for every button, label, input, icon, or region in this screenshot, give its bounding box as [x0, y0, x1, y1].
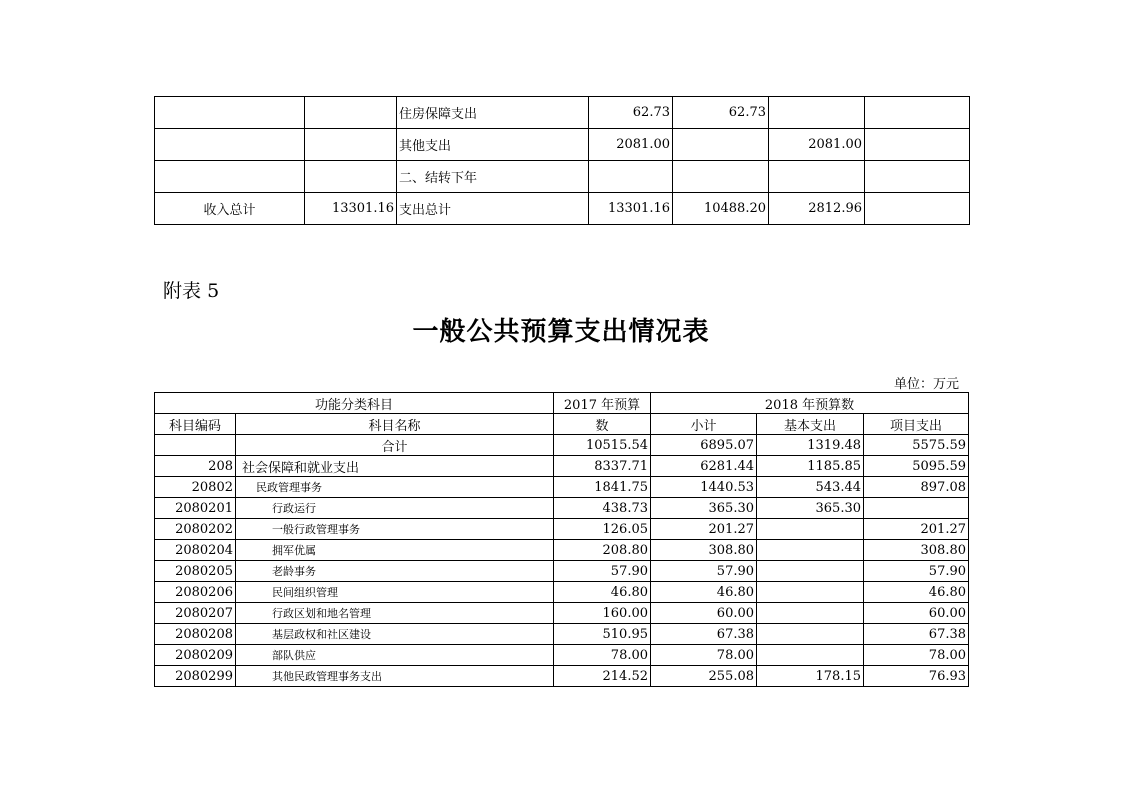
top-extra — [865, 193, 970, 225]
subtotal-cell: 255.08 — [651, 666, 757, 687]
project-cell — [864, 498, 969, 519]
name-cell: 一般行政管理事务 — [236, 519, 554, 540]
budget-2017-header-cont: 数 — [554, 414, 651, 435]
name-cell: 拥军优属 — [236, 540, 554, 561]
top-total: 2081.00 — [589, 129, 673, 161]
basic-cell: 365.30 — [757, 498, 864, 519]
basic-cell — [757, 645, 864, 666]
table-row — [155, 519, 969, 540]
table-row — [155, 540, 969, 561]
code-header: 科目编码 — [155, 414, 236, 435]
name-cell: 其他民政管理事务支出 — [236, 666, 554, 687]
project-cell: 76.93 — [864, 666, 969, 687]
b2017-cell: 208.80 — [554, 540, 651, 561]
code-cell: 2080201 — [155, 498, 236, 519]
b2017-cell: 8337.71 — [554, 456, 651, 477]
project-cell: 60.00 — [864, 603, 969, 624]
code-cell: 2080208 — [155, 624, 236, 645]
basic-cell: 178.15 — [757, 666, 864, 687]
top-income-label — [155, 129, 305, 161]
top-project — [769, 161, 865, 193]
b2017-cell: 160.00 — [554, 603, 651, 624]
basic-cell — [757, 582, 864, 603]
name-header: 科目名称 — [236, 414, 554, 435]
top-project: 2081.00 — [769, 129, 865, 161]
top-total: 62.73 — [589, 97, 673, 129]
project-cell: 897.08 — [864, 477, 969, 498]
top-table-row — [155, 193, 970, 225]
subtotal-cell: 46.80 — [651, 582, 757, 603]
top-project: 2812.96 — [769, 193, 865, 225]
project-cell: 46.80 — [864, 582, 969, 603]
top-table-row — [155, 129, 970, 161]
project-cell: 308.80 — [864, 540, 969, 561]
top-project — [769, 97, 865, 129]
table-row — [155, 666, 969, 687]
budget-2017-header: 2017 年预算 — [554, 393, 651, 414]
top-income-label — [155, 161, 305, 193]
code-cell: 2080206 — [155, 582, 236, 603]
top-item-name: 支出总计 — [397, 193, 589, 225]
top-income-value — [305, 161, 397, 193]
top-extra — [865, 129, 970, 161]
basic-cell — [757, 603, 864, 624]
project-cell: 57.90 — [864, 561, 969, 582]
total-label: 合计 — [236, 435, 554, 456]
b2017-cell: 46.80 — [554, 582, 651, 603]
header-row-1 — [155, 393, 969, 414]
subtotal-cell: 57.90 — [651, 561, 757, 582]
basic-cell: 543.44 — [757, 477, 864, 498]
budget-expenditure-table — [154, 392, 969, 687]
b2017-cell: 57.90 — [554, 561, 651, 582]
table-row — [155, 561, 969, 582]
table-row — [155, 624, 969, 645]
subtotal-cell: 6281.44 — [651, 456, 757, 477]
b2017-cell: 214.52 — [554, 666, 651, 687]
top-summary-table — [154, 96, 970, 225]
basic-cell — [757, 624, 864, 645]
basic-cell — [757, 561, 864, 582]
subtotal-cell: 60.00 — [651, 603, 757, 624]
basic-cell — [757, 519, 864, 540]
budget-2018-header: 2018 年预算数 — [651, 393, 969, 414]
code-cell: 2080202 — [155, 519, 236, 540]
name-cell: 行政区划和地名管理 — [236, 603, 554, 624]
table-row — [155, 498, 969, 519]
top-item-name: 住房保障支出 — [397, 97, 589, 129]
top-table-row — [155, 97, 970, 129]
name-cell: 社会保障和就业支出 — [236, 456, 554, 477]
top-table-row — [155, 161, 970, 193]
top-item-name: 二、结转下年 — [397, 161, 589, 193]
top-item-name: 其他支出 — [397, 129, 589, 161]
top-extra — [865, 161, 970, 193]
top-income-value: 13301.16 — [305, 193, 397, 225]
table-row — [155, 456, 969, 477]
subtotal-cell: 1440.53 — [651, 477, 757, 498]
basic-cell — [757, 540, 864, 561]
subtotal-header: 小计 — [651, 414, 757, 435]
header-row-2 — [155, 414, 969, 435]
b2017-cell: 126.05 — [554, 519, 651, 540]
unit-label: 单位：万元 — [893, 377, 959, 392]
name-cell: 部队供应 — [236, 645, 554, 666]
name-cell: 民间组织管理 — [236, 582, 554, 603]
subtotal-cell: 201.27 — [651, 519, 757, 540]
basic-header: 基本支出 — [757, 414, 864, 435]
code-cell: 2080209 — [155, 645, 236, 666]
project-header: 项目支出 — [864, 414, 969, 435]
total-subtotal: 6895.07 — [651, 435, 757, 456]
b2017-cell: 510.95 — [554, 624, 651, 645]
name-cell: 基层政权和社区建设 — [236, 624, 554, 645]
subtotal-cell: 67.38 — [651, 624, 757, 645]
top-income-label — [155, 97, 305, 129]
top-basic: 10488.20 — [673, 193, 769, 225]
code-cell: 2080205 — [155, 561, 236, 582]
page-title: 一般公共预算支出情况表 — [412, 317, 710, 347]
code-cell: 20802 — [155, 477, 236, 498]
subtotal-cell: 365.30 — [651, 498, 757, 519]
code-cell: 2080207 — [155, 603, 236, 624]
code-cell: 208 — [155, 456, 236, 477]
top-basic — [673, 161, 769, 193]
total-basic: 1319.48 — [757, 435, 864, 456]
b2017-cell: 1841.75 — [554, 477, 651, 498]
top-total: 13301.16 — [589, 193, 673, 225]
b2017-cell: 438.73 — [554, 498, 651, 519]
top-total — [589, 161, 673, 193]
functional-category-header: 功能分类科目 — [155, 393, 554, 414]
subtotal-cell: 308.80 — [651, 540, 757, 561]
top-basic — [673, 129, 769, 161]
name-cell: 民政管理事务 — [236, 477, 554, 498]
table-row — [155, 603, 969, 624]
top-extra — [865, 97, 970, 129]
project-cell: 201.27 — [864, 519, 969, 540]
name-cell: 行政运行 — [236, 498, 554, 519]
basic-cell: 1185.85 — [757, 456, 864, 477]
total-project: 5575.59 — [864, 435, 969, 456]
project-cell: 5095.59 — [864, 456, 969, 477]
top-income-value — [305, 129, 397, 161]
total-row — [155, 435, 969, 456]
total-code-cell — [155, 435, 236, 456]
table-row — [155, 645, 969, 666]
total-b2017: 10515.54 — [554, 435, 651, 456]
b2017-cell: 78.00 — [554, 645, 651, 666]
top-income-label: 收入总计 — [155, 193, 305, 225]
top-basic: 62.73 — [673, 97, 769, 129]
project-cell: 78.00 — [864, 645, 969, 666]
top-income-value — [305, 97, 397, 129]
subtotal-cell: 78.00 — [651, 645, 757, 666]
code-cell: 2080204 — [155, 540, 236, 561]
project-cell: 67.38 — [864, 624, 969, 645]
table-row — [155, 582, 969, 603]
name-cell: 老龄事务 — [236, 561, 554, 582]
appendix-label: 附表 5 — [163, 280, 220, 302]
code-cell: 2080299 — [155, 666, 236, 687]
table-row — [155, 477, 969, 498]
